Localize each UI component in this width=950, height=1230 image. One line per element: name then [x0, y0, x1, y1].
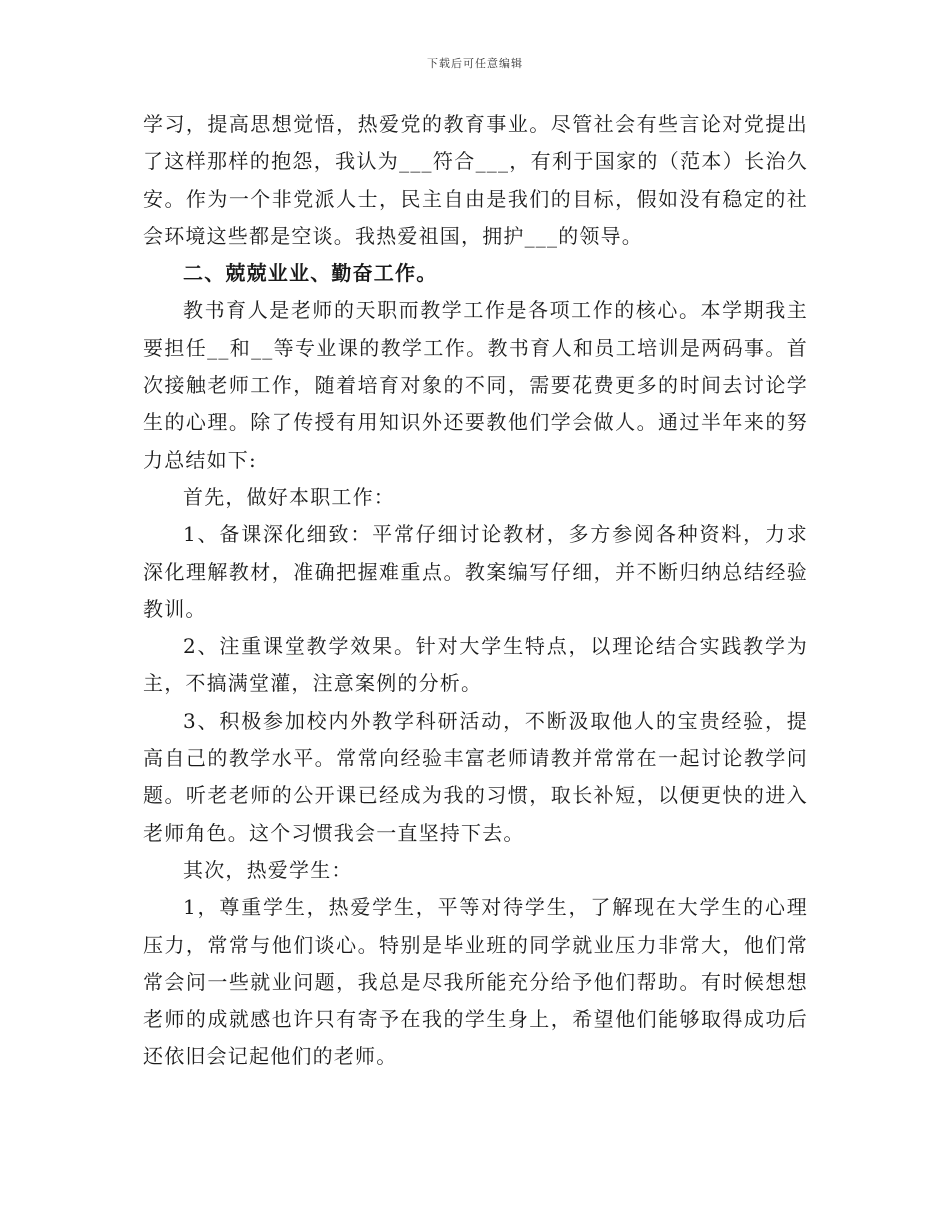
paragraph: 首先，做好本职工作： — [183, 484, 395, 509]
paragraph: 教书育人是老师的天职而教学工作是各项工作的核心。本学期我主要担任__和__等专业课的教学工作。教书育人和员工培训是两码事。首次接触老师工作，随着培育对象的不同，需要花费更多的时间去讨论学生的心理。除了传授有用知识外还要教他们学会做人。通过半年来的努力总结如下: — [143, 298, 808, 472]
paragraph: 2、注重课堂教学效果。针对大学生特点，以理论结合实践教学为主，不搞满堂灌，注意案例的分析。 — [143, 634, 808, 696]
paragraph: 1、备课深化细致：平常仔细讨论教材，多方参阅各种资料，力求深化理解教材，准确把握难重点。教案编写仔细，并不断归纳总结经验教训。 — [143, 522, 808, 621]
section-heading: 二、兢兢业业、勤奋工作。 — [183, 261, 438, 286]
paragraph: 3、积极参加校内外教学科研活动，不断汲取他人的宝贵经验，提高自己的教学水平。常常向经验丰富老师请教并常常在一起讨论教学问题。听老老师的公开课已经成为我的习惯，取长补短，以便更快的进入老师角色。这个习惯我会一直坚持下去。 — [143, 708, 808, 845]
paragraph: 其次，热爱学生： — [183, 857, 353, 882]
document-body — [143, 106, 808, 1076]
page-header: 下载后可任意编辑 — [427, 57, 523, 70]
paragraph: 1，尊重学生，热爱学生，平等对待学生，了解现在大学生的心理压力，常常与他们谈心。特别是毕业班的同学就业压力非常大，他们常常会问一些就业问题，我总是尽我所能充分给予他们帮助。有时候想想老师的成就感也许只有寄予在我的学生身上，希望他们能够取得成功后还依旧会记起他们的老师。 — [143, 895, 808, 1069]
paragraph: 学习，提高思想觉悟，热爱党的教育事业。尽管社会有些言论对党提出了这样那样的抱怨，我认为___符合___，有利于国家的（范本）长治久安。作为一个非党派人士，民主自由是我们的目标，假如没有稳定的社会环境这些都是空谈。我热爱祖国，拥护___的领导。 — [143, 112, 808, 248]
